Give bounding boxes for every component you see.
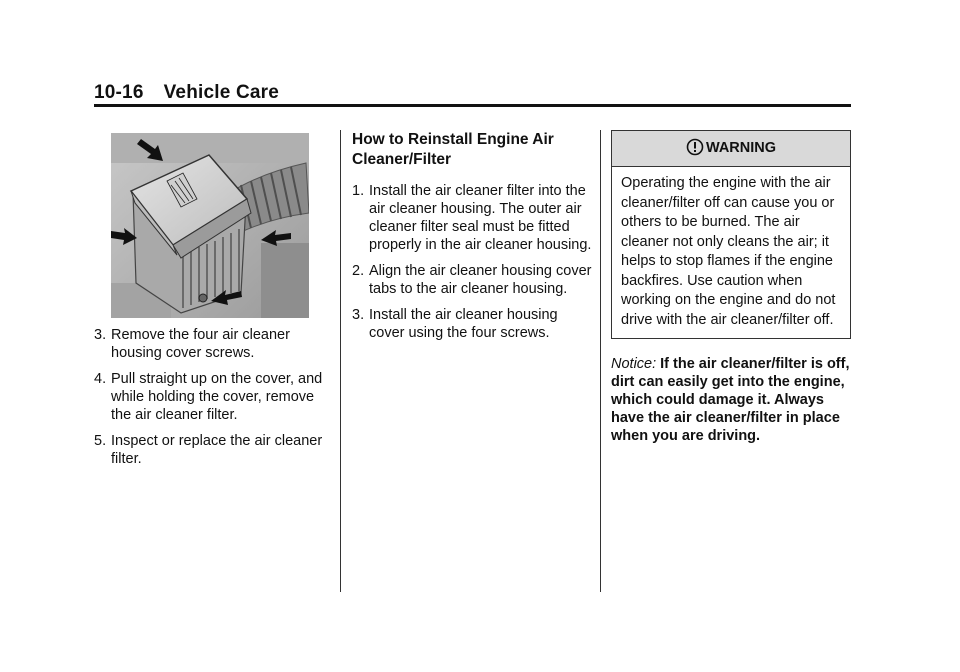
middle-column (352, 130, 592, 350)
column-divider (600, 130, 601, 592)
section-title: Vehicle Care (163, 82, 280, 103)
notice-label: Notice: (611, 356, 657, 372)
air-cleaner-drawing (111, 133, 309, 318)
warning-title: WARNING (705, 140, 777, 156)
page-header (94, 82, 279, 104)
warning-box (611, 130, 851, 339)
list-item: 4. Pull straight up on the cover, and while holding the cover, remove the air cleaner filter. (94, 371, 323, 423)
list-item: 2. Align the air cleaner housing cover tabs to the air cleaner housing. (352, 263, 592, 297)
page-number: 10-16 (94, 82, 144, 103)
list-item: 1. Install the air cleaner filter into the air cleaner housing. The outer air cleaner filter seal must be fitted properly in the air cleaner housing. (352, 183, 592, 253)
air-cleaner-housing-illustration (111, 133, 309, 318)
list-item: 5. Inspect or replace the air cleaner filter. (94, 433, 323, 467)
header-rule (94, 104, 851, 107)
warning-text: Operating the engine with the air cleaner/filter off can cause you or others to be burned. The air cleaner not only cleans the air; it helps to stop flames if the engine backfires. Use caution when working on the engine and do not drive with the air cleaner/filter off. (621, 175, 836, 328)
notice (611, 355, 851, 445)
notice-text: If the air cleaner/filter is off, dirt can easily get into the engine, which could damage it. Always have the air cleaner/filter in place when you are driving. (611, 356, 850, 444)
removal-steps (94, 326, 334, 468)
warning-header (612, 131, 850, 167)
right-column (611, 130, 851, 460)
reinstall-heading: How to Reinstall Engine Air Cleaner/Filter (352, 131, 554, 168)
warning-icon (686, 138, 704, 156)
reinstall-steps (352, 182, 592, 342)
list-item: 3. Install the air cleaner housing cover using the four screws. (352, 307, 558, 341)
left-column (94, 326, 334, 476)
column-divider (340, 130, 341, 592)
list-item: 3. Remove the four air cleaner housing cover screws. (94, 327, 290, 361)
